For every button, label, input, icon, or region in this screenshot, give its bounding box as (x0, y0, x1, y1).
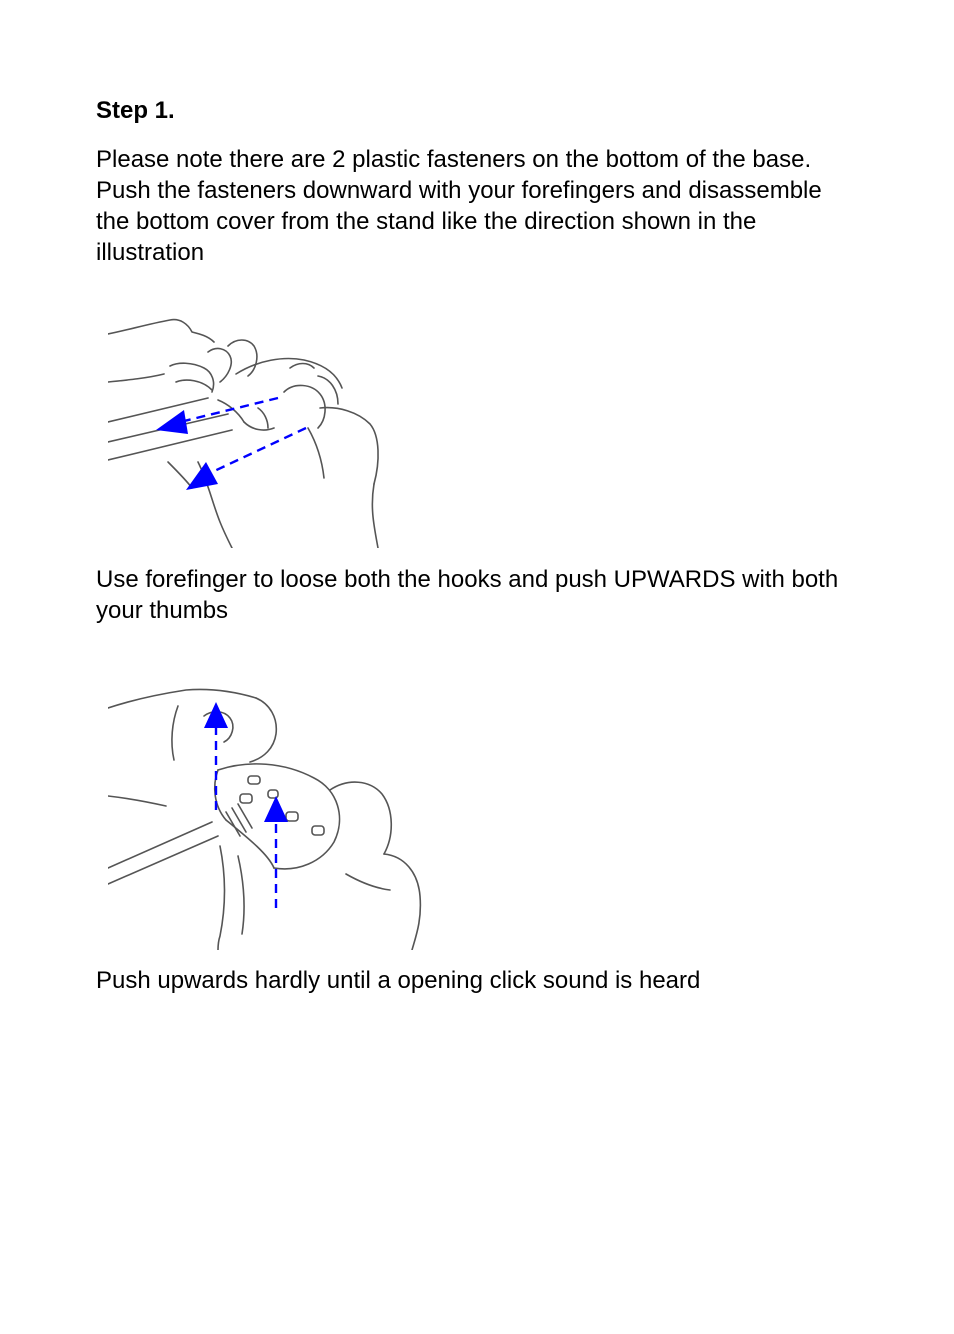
caption-loosen-hooks: Use forefinger to loose both the hooks and push UPWARDS with both your thumbs (96, 566, 839, 624)
illustration-fasteners (108, 312, 388, 548)
step-heading: Step 1. (96, 97, 175, 124)
illustration-push-upwards (108, 686, 426, 950)
hands-removing-fasteners-icon (108, 312, 388, 548)
intro-paragraph: Please note there are 2 plastic fasteners on the bottom of the base. Push the fasteners downward with your forefingers and disassemble the bottom cover from the stand like the direction shown in the illustration (96, 146, 822, 266)
caption-click-sound: Push upwards hardly until a opening click sound is heard (96, 967, 701, 994)
hands-pushing-cover-upward-icon (108, 686, 426, 950)
